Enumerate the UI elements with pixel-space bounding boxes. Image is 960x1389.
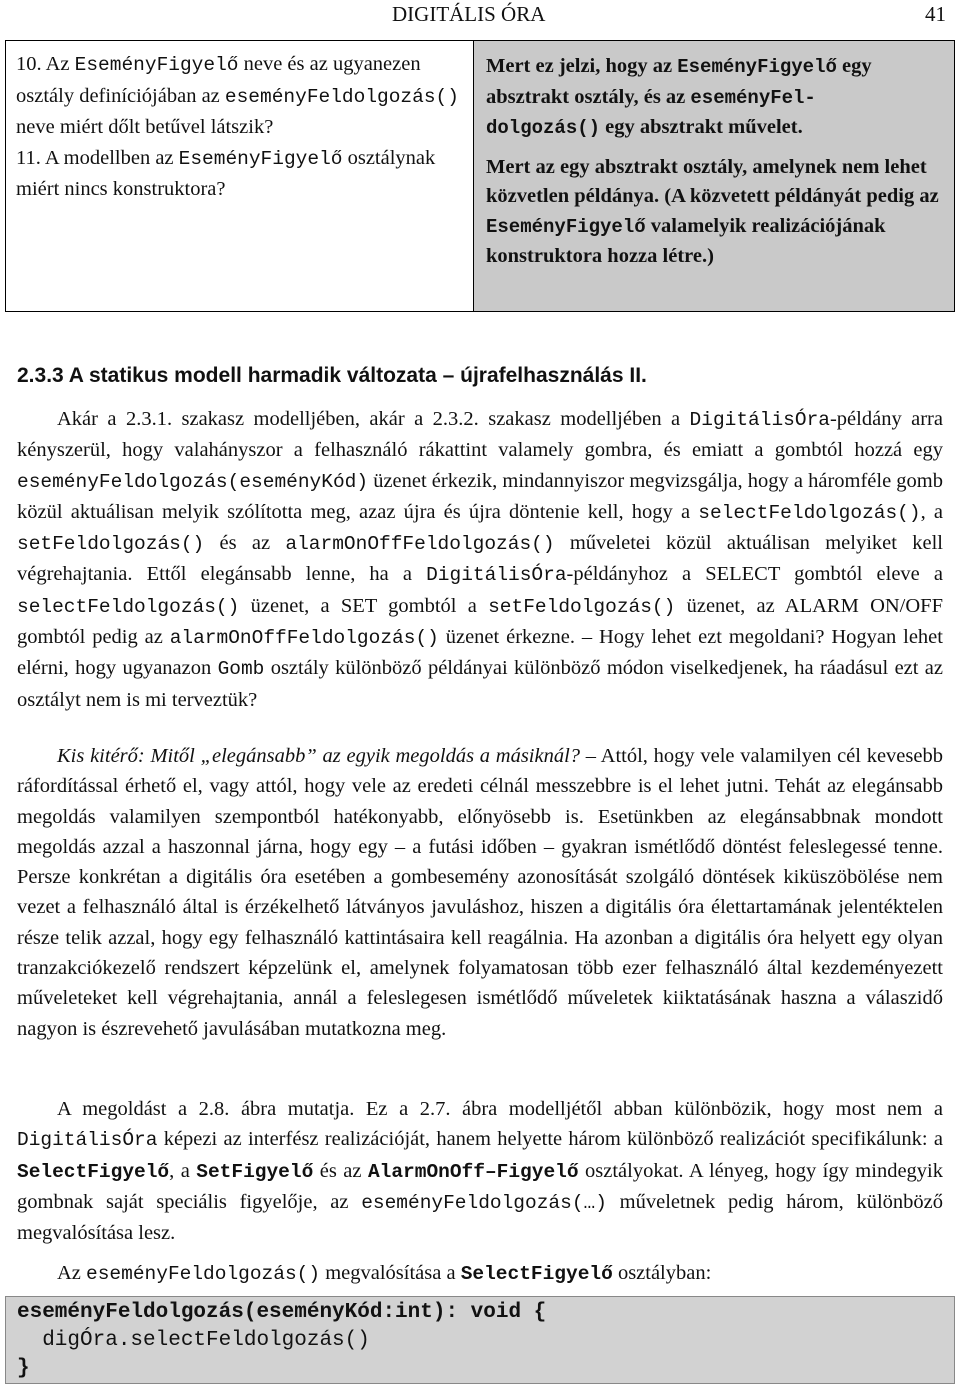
section-heading: 2.3.3 A statikus modell harmadik változata – újrafelhasználás II.: [17, 364, 647, 387]
questions-column: [6, 41, 474, 311]
answer-11: Mert az egy absztrakt osztály, amelynek nem lehet közvetlen példánya. (A közvetett példányát pedig az EseményFigyelő valamelyik realizációjának konstruktora hozza létre.): [486, 155, 939, 267]
paragraph-1: Akár a 2.3.1. szakasz modelljében, akár a 2.3.2. szakasz modelljében a DigitálisÓra-példány arra kényszerül, hogy valahányszor a felhasználó rákattint valamely gombra, és emiatt a gombtól hozzá egy eseményFeldolgozás(eseményKód) üzenet érkezik, mindannyiszor megvizsgálja, hogy a háromféle gomb közül aktuálisan melyik szólította meg, azaz újra és újra döntenie kell, hogy a selectFeldolgozás(), a setFeldolgozás() és az alarmOnOffFeldolgozás() műveletei közül aktuálisan melyiket kell végrehajtania. Ettől elegánsabb lenne, ha a DigitálisÓra-példányhoz a SELECT gombtól eleve a selectFeldolgozás() üzenet, a SET gombtól a setFeldolgozás() üzenet, az ALARM ON/OFF gombtól pedig az alarmOnOffFeldolgozás() üzenet érkezne. – Hogy lehet ezt megoldani? Hogyan lehet elérni, hogy ugyanazon Gomb osztály különböző példányai különböző módon viselkedjenek, ha ráadásul ezt az osztályt nem is mi terveztük?: [17, 408, 944, 711]
answer-10: Mert ez jelzi, hogy az EseményFigyelő egy absztrakt osztály, és az eseményFel- dolgozás() egy absztrakt művelet.: [486, 55, 872, 139]
question-11: 11. A modellben az EseményFigyelő osztálynak miért nincs konstruktora?: [16, 146, 436, 200]
page-number: 41: [925, 2, 946, 26]
question-answer-table: [5, 40, 955, 312]
code-block: [5, 1296, 955, 1384]
running-title: DIGITÁLIS ÓRA: [392, 2, 546, 26]
page-header: [0, 2, 960, 30]
code-line-2: digÓra.selectFeldolgozás(): [17, 1329, 370, 1352]
paragraph-4: Az eseményFeldolgozás() megvalósítása a SelectFigyelő osztályban:: [57, 1262, 712, 1285]
code-line-3: }: [17, 1357, 30, 1380]
paragraph-2: Kis kitérő: Mitől „elegánsabb” az egyik megoldás a másiknál? – Attól, hogy vele valamilyen cél kevesebb ráfordítással érhető el, vagy attól, hogy vele az eredeti célnál messzebbre is el lehet jutni. Tehát az elegánsabb megoldás valamilyen szempontból hatékonyabb, előnyösebb is. Esetünkben az elegánsabbnak mondott megoldás azzal a haszonnal járna, hogy egy – a futási időben – gyakran ismétlődő döntést feleslegessé tenne. Persze konkrétan a digitális óra esetében a gombesemény azonosítását szolgáló döntések kiküszöbölése nem vezet a felhasználó által is érzékelhető látványos javuláshoz, hiszen a digitális óra élettartamának jelentéktelen része telik azzal, hogy egy felhasználó kattintásaira kell reagálnia. Ha azonban a digitális óra helyett egy olyan tranzakciókezelő rendszert képzelünk el, amelynek folyamatosan több ezer felhasználó által kezdeményezett műveleteket kell végrehajtania, annál a feleslegesen ismétlődő műveletek kiiktatásának haszna a válaszidő nagyon is észrevehető javulásában mutatkozna meg.: [17, 745, 943, 1040]
answers-column: [474, 41, 954, 311]
question-10: 10. Az EseményFigyelő neve és az ugyanezen osztály definíciójában az eseményFeldolgozás() neve miért dőlt betűvel látszik?: [16, 53, 459, 138]
code-line-1: eseményFeldolgozás(eseményKód:int): void {: [17, 1301, 547, 1324]
paragraph-3: A megoldást a 2.8. ábra mutatja. Ez a 2.7. ábra modelljétől abban különbözik, hogy most nem a DigitálisÓra képezi az interfész realizációját, hanem helyette három különböző realizációt specifikálunk: a SelectFigyelő, a SetFigyelő és az AlarmOnOff–Figyelő osztályokat. A lényeg, hogy így mindegyik gombnak saját speciális figyelője, az eseményFeldolgozás(…) műveletnek pedig három, különböző megvalósítása lesz.: [17, 1098, 943, 1245]
